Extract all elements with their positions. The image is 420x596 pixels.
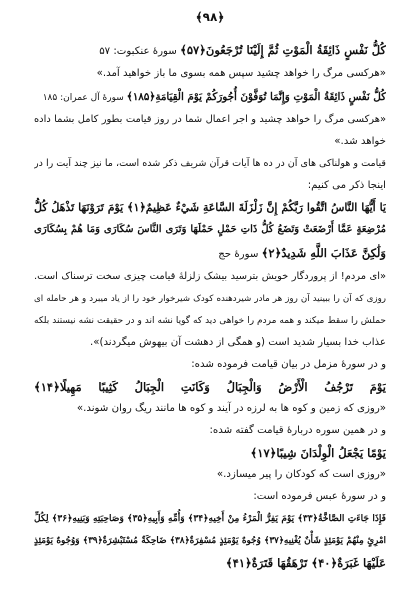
surah-reference: سورهٔ آل عمران: ۱۸۵ <box>42 93 127 103</box>
body-text-line: و در همین سوره دربارهٔ قیامت گفته شده: <box>209 425 386 436</box>
quran-verse-line: مُرْضِعَةٍ عَمَّا أَرْضَعَتْ وَتَضَعُ كُلُّ ذَاتِ حَمْلٍ حَمْلَهَا وَتَرَى النَّاسَ سُكَارَى وَمَا هُمْ بِسُكَارَى <box>34 224 386 235</box>
page-body <box>34 38 386 574</box>
quran-verse-line: يَوْمًا يَجْعَلُ الْوِلْدَانَ شِيبًا﴿۱۷﴾ <box>250 446 386 460</box>
body-text-line: «روزی است که کودکان را پیر میسازد.» <box>216 469 386 480</box>
quran-verse-line: امْرِئٍ مِنْهُمْ يَوْمَئِذٍ شَأْنٌ يُغْنِيهِ﴿۳۷﴾ وُجُوهٌ يَوْمَئِذٍ مُسْفِرَةٌ﴿۳۸﴾ ضَاحِكَةٌ مُسْتَبْشِرَةٌ﴿۳۹﴾ وَوُجُوهٌ يَوْمَئِذٍ <box>34 536 386 546</box>
body-text-line: «هرکسی مرگ را خواهد چشید و اجر اعمال شما در روز قیامت بطور کامل بشما داده <box>34 114 386 125</box>
body-text-line: اینجا ذکر می کنیم: <box>307 180 386 191</box>
body-text-line: و در سورهٔ مزمل در بیان قیامت فرموده شده: <box>191 359 386 370</box>
body-text-line: عذاب خدا بسیار شدید است (و همگی از دهشت آن بیهوش میگردند)». <box>90 337 386 348</box>
surah-reference: سورهٔ حج <box>218 249 262 260</box>
body-text-line: «هرکسی مرگ را خواهد چشید سپس همه بسوی ما باز خواهید آمد.» <box>96 68 386 79</box>
body-text-line: «ای مردم! از پروردگار خویش بترسید بیشک زلزلهٔ قیامت چیزی سخت ترسناک است. <box>34 271 386 282</box>
quran-verse-line: يَا أَيُّهَا النَّاسُ اتَّقُوا رَبَّكُمْ إِنَّ زَلْزَلَةَ السَّاعَةِ شَيْءٌ عَظِيمٌ﴿۱﴾ يَوْمَ تَرَوْنَهَا تَذْهَلُ كُلُّ <box>34 201 386 214</box>
page-number: ﴿۹۸﴾ <box>195 10 225 24</box>
quran-verse: كُلُّ نَفْسٍ ذَائِقَةُ الْمَوْتِ ثُمَّ إِلَيْنَا تُرْجَعُونَ﴿۵۷﴾ <box>180 43 386 57</box>
quran-verse: كُلُّ نَفْسٍ ذَائِقَةُ الْمَوْتِ وَإِنَّمَا تُوَفَّوْنَ أُجُورَكُمْ يَوْمَ الْقِيَامَةِ﴿۱۸۵﴾ <box>126 91 386 103</box>
body-text-line: و در سورهٔ عبس فرموده است: <box>253 491 386 502</box>
body-text-line: «روزی که زمین و کوه ها به لرزه در آیند و کوه ها مانند ریگ روان شوند.» <box>76 403 386 414</box>
verse-with-reference-line <box>34 241 386 266</box>
verse-with-reference-line <box>34 85 386 109</box>
quran-verse-line: يَوْمَ تَرْجُفُ الْأَرْضُ وَالْجِبَالُ وَكَانَتِ الْجِبَالُ كَثِيبًا مَهِيلًا﴿۱۴﴾ <box>34 380 386 394</box>
body-text-line: حملش را سقط میکند و همه مردم را خواهی دید که گویا نشه اند و در حقیقت نشه نیستند بلکه <box>34 316 386 326</box>
body-text-line: خواهد شد.» <box>334 136 386 147</box>
body-text-line: روزی که آن را ببینید آن روز هر مادر شیردهنده کودک شیرخوار خود را از یاد میبرد و هر حامله ای <box>34 294 386 304</box>
surah-reference: سورهٔ عنکبوت: ۵۷ <box>99 46 181 57</box>
quran-verse-line: عَلَيْهَا غَبَرَةٌ﴿۴۰﴾ تَرْهَقُهَا قَتَرَةٌ﴿۴۱﴾ <box>225 556 386 570</box>
quran-verse-line: فَإِذَا جَاءَتِ الصَّاخَّةُ﴿۳۳﴾ يَوْمَ يَفِرُّ الْمَرْءُ مِنْ أَخِيهِ﴿۳۴﴾ وَأُمِّهِ وَأَبِيهِ﴿۳۵﴾ وَصَاحِبَتِهِ وَبَنِيهِ﴿۳۶﴾ لِكُلِّ <box>34 513 386 524</box>
body-text-line: قیامت و هولناکی های آن در ده ها آیات قرآن شریف ذکر شده است، ما نیز چند آیت را در <box>34 158 386 169</box>
verse-with-reference-line <box>34 38 386 63</box>
quran-verse: وَلَٰكِنَّ عَذَابَ اللَّهِ شَدِيدٌ﴿۲﴾ <box>261 246 386 260</box>
